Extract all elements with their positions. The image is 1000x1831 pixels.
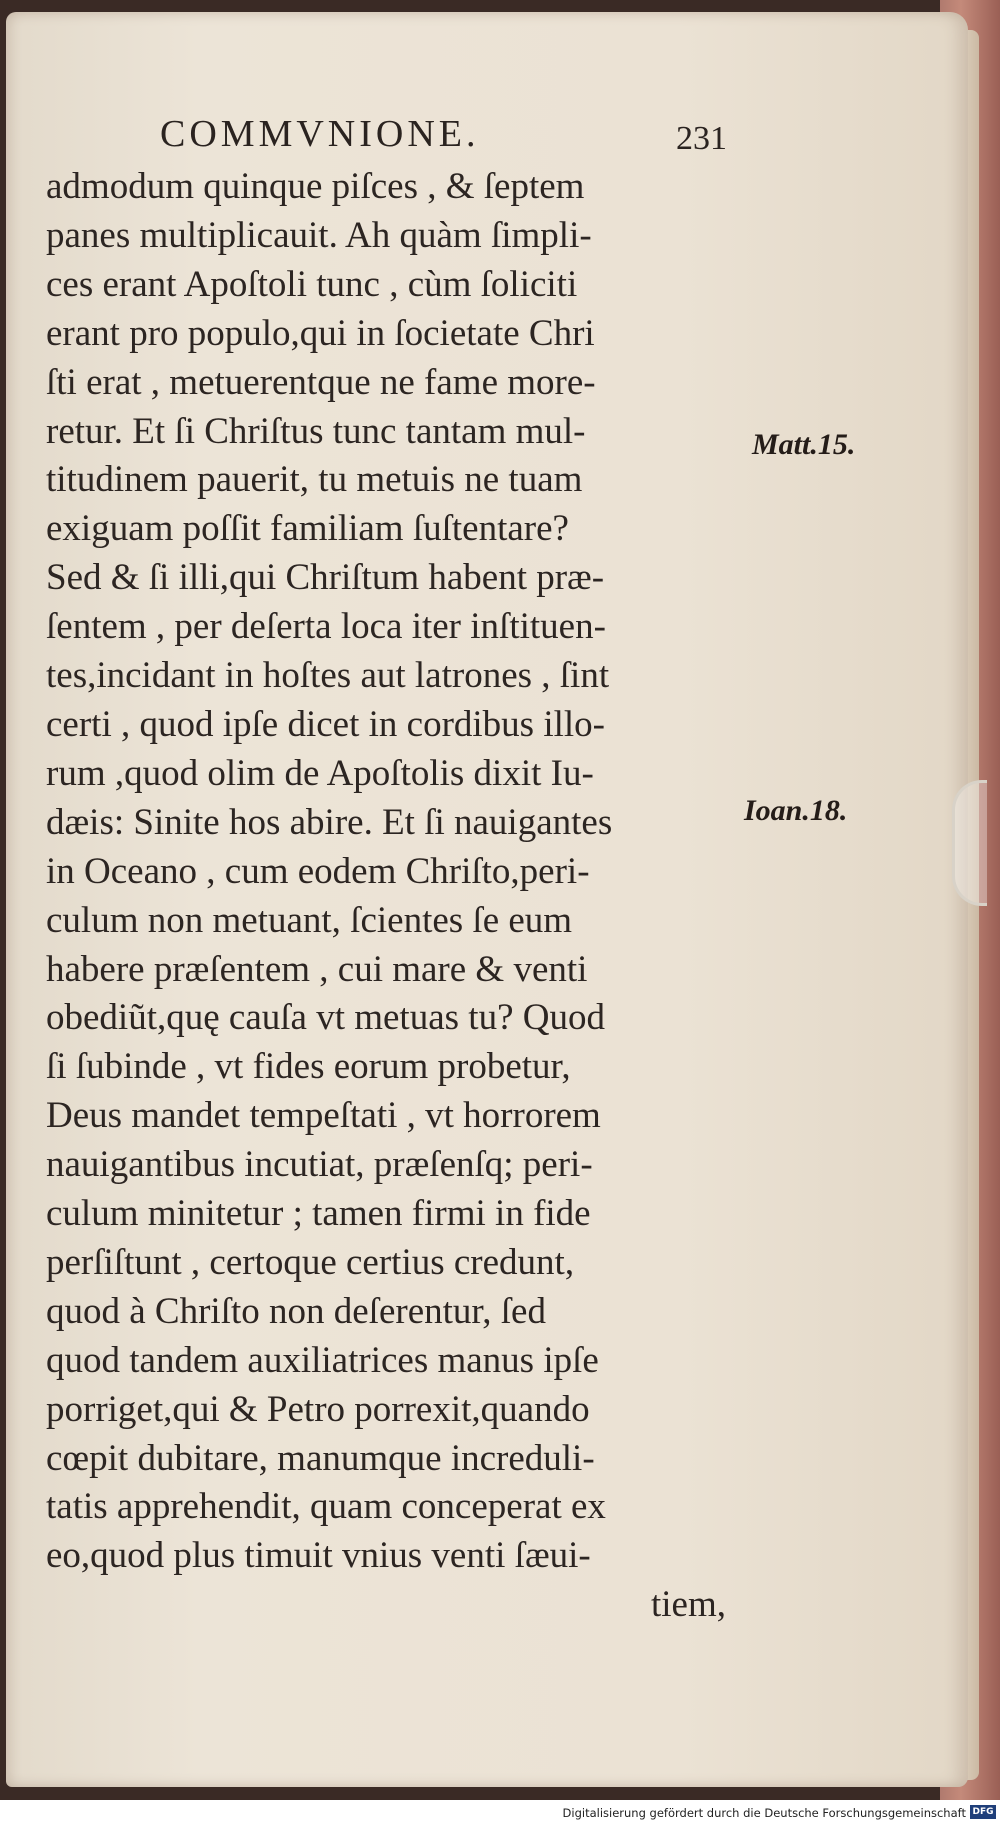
text-line: erant pro populo,qui in ſocietate Chri: [46, 312, 595, 354]
text-line: ces erant Apoſtoli tunc , cùm ſoliciti: [46, 263, 578, 305]
text-line: in Oceano , cum eodem Chriſto,peri-: [46, 850, 590, 892]
text-line: culum minitetur ; tamen firmi in fide: [46, 1193, 591, 1235]
footer-bar: [0, 1800, 1000, 1831]
text-line: dæis: Sinite hos abire. Et ſi nauigantes: [46, 801, 613, 843]
text-line: titudinem pauerit, tu metuis ne tuam: [46, 459, 583, 501]
page-clip: [952, 780, 987, 906]
text-line: eo,quod plus timuit vnius venti ſæui-: [46, 1535, 591, 1577]
text-line: ſti erat , metuerentque ne fame more-: [46, 361, 596, 403]
text-line: panes multiplicauit. Ah quàm ſimpli-: [46, 214, 592, 256]
funding-credit: Digitalisierung gefördert durch die Deutsche Forschungsgemeinschaft: [562, 1806, 966, 1820]
text-line: quod à Chriſto non deſerentur, ſed: [46, 1290, 546, 1332]
text-line: Deus mandet tempeſtati , vt horrorem: [46, 1095, 601, 1137]
dfg-logo: DFG: [970, 1805, 996, 1819]
text-line: ſentem , per deſerta loca iter inſtituen-: [46, 606, 606, 648]
text-line: tes,incidant in hoſtes aut latrones , ſint: [46, 655, 610, 697]
margin-note-john: Ioan.18.: [744, 794, 848, 827]
text-line: admodum quinque piſces , & ſeptem: [46, 166, 585, 207]
text-line: nauigantibus incutiat, præſenſq; peri-: [46, 1144, 593, 1186]
text-line: retur. Et ſi Chriſtus tunc tantam mul-: [46, 410, 586, 452]
text-line: certi , quod ipſe dicet in cordibus illo-: [46, 703, 605, 745]
text-line: perſiſtunt , certoque certius credunt,: [46, 1241, 575, 1283]
text-line: quod tandem auxiliatrices manus ipſe: [46, 1339, 599, 1381]
text-line: porriget,qui & Petro porrexit,quando: [46, 1388, 590, 1430]
text-line: rum ,quod olim de Apoſtolis dixit Iu-: [46, 752, 594, 794]
body-text: [46, 163, 746, 1630]
text-line: ſi ſubinde , vt fides eorum probetur,: [46, 1046, 571, 1088]
text-line: culum non metuant, ſcientes ſe eum: [46, 899, 573, 941]
text-line: cœpit dubitare, manumque increduli-: [46, 1437, 595, 1479]
text-line: obediũt,quę cauſa vt metuas tu? Quod: [46, 997, 605, 1039]
text-line: exiguam poſſit familiam ſuſtentare?: [46, 508, 569, 550]
catchword: tiem,: [650, 1584, 726, 1626]
running-title: COMMVNIONE.: [160, 113, 480, 155]
page-number: 231: [676, 120, 727, 157]
text-line: habere præſentem , cui mare & venti: [46, 948, 588, 990]
text-line: tatis apprehendit, quam conceperat ex: [46, 1486, 606, 1528]
margin-note-matthew: Matt.15.: [752, 428, 856, 461]
text-line: Sed & ſi illi,qui Chriſtum habent præ-: [46, 557, 605, 599]
